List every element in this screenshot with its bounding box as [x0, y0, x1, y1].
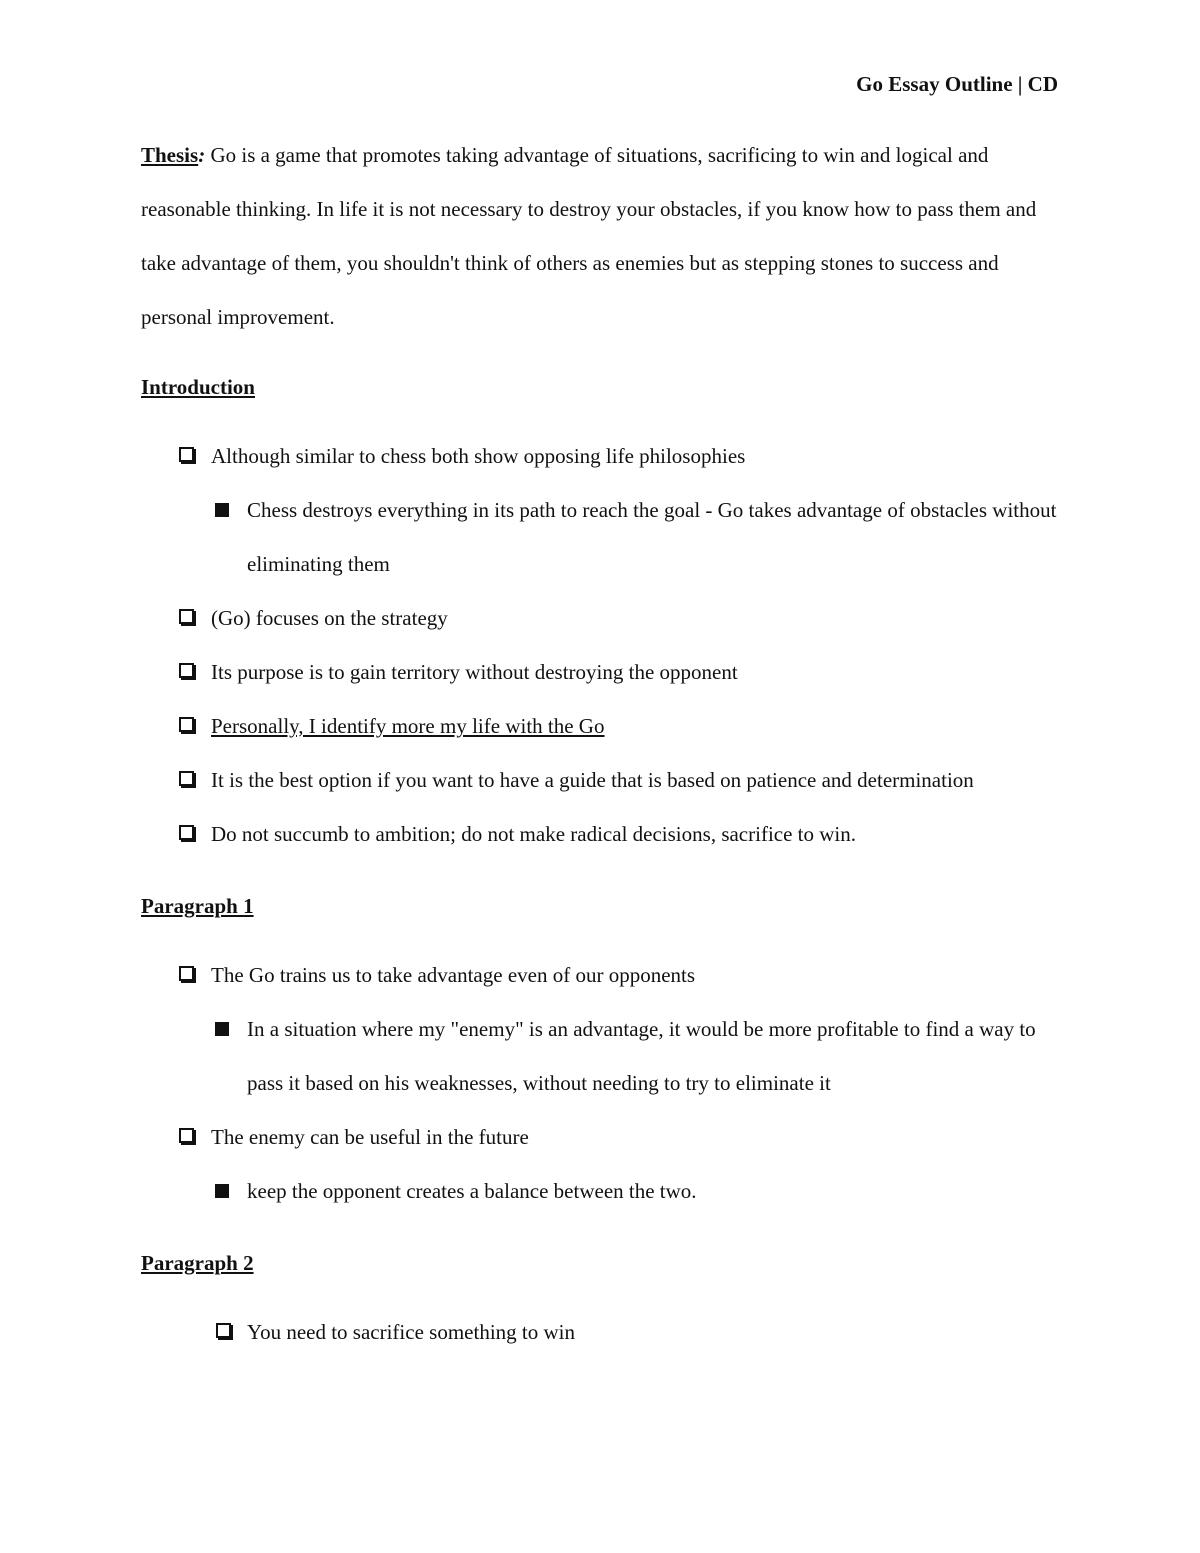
checkbox-square-icon [179, 825, 194, 840]
list-item [141, 1305, 1061, 1359]
paragraph1-list [141, 948, 1061, 1218]
filled-square-icon [215, 1022, 229, 1036]
list-item [141, 591, 1061, 645]
page-header: Go Essay Outline | CD [856, 72, 1058, 96]
list-item [141, 807, 1061, 861]
list-item-text: You need to sacrifice something to win [247, 1320, 575, 1344]
checkbox-square-icon [179, 663, 194, 678]
document-body [141, 128, 1061, 1359]
checkbox-square-icon [179, 447, 194, 462]
list-item [141, 645, 1061, 699]
list-item-text: Do not succumb to ambition; do not make radical decisions, sacrifice to win. [211, 822, 857, 846]
introduction-list [141, 429, 1061, 861]
checkbox-square-icon [179, 609, 194, 624]
list-item-text: Its purpose is to gain territory without destroying the opponent [211, 660, 738, 684]
list-item-text: The Go trains us to take advantage even of our opponents [211, 963, 696, 987]
list-item [141, 429, 1061, 483]
list-item-text: Chess destroys everything in its path to reach the goal - Go takes advantage of obstacles without eliminating them [247, 498, 1057, 576]
list-item-text: Personally, I identify more my life with the Go [211, 714, 605, 738]
thesis-text: Go is a game that promotes taking advantage of situations, sacrificing to win and logical and reasonable thinking. In life it is not necessary to destroy your obstacles, if you know how to pass them and take advantage of them, you shouldn't think of others as enemies but as stepping stones to success and personal improvement. [141, 143, 1037, 329]
list-item-text: It is the best option if you want to have a guide that is based on patience and determination [211, 768, 974, 792]
paragraph2-list [141, 1305, 1061, 1359]
list-item-text: (Go) focuses on the strategy [211, 606, 448, 630]
list-item [141, 1110, 1061, 1164]
list-item-text: Although similar to chess both show opposing life philosophies [211, 444, 746, 468]
filled-square-icon [215, 1184, 229, 1198]
paragraph2-heading: Paragraph 2 [141, 1251, 254, 1275]
checkbox-square-icon [216, 1323, 231, 1338]
list-item-text: The enemy can be useful in the future [211, 1125, 529, 1149]
list-item [141, 699, 1061, 753]
list-item-text: In a situation where my "enemy" is an advantage, it would be more profitable to find a way to pass it based on his weaknesses, without needing to try to eliminate it [247, 1017, 1036, 1095]
checkbox-square-icon [179, 966, 194, 981]
list-item [141, 753, 1061, 807]
paragraph1-heading: Paragraph 1 [141, 894, 254, 918]
thesis-label: Thesis [141, 143, 199, 167]
sub-list-item [141, 483, 1061, 591]
list-item-text: keep the opponent creates a balance between the two. [247, 1179, 697, 1203]
filled-square-icon [215, 503, 229, 517]
checkbox-square-icon [179, 1128, 194, 1143]
checkbox-square-icon [179, 717, 194, 732]
list-item [141, 948, 1061, 1002]
checkbox-square-icon [179, 771, 194, 786]
sub-list-item [141, 1164, 1061, 1218]
sub-list-item [141, 1002, 1061, 1110]
introduction-heading: Introduction [141, 375, 255, 399]
thesis-paragraph [141, 128, 1061, 344]
thesis-colon: : [198, 143, 206, 167]
